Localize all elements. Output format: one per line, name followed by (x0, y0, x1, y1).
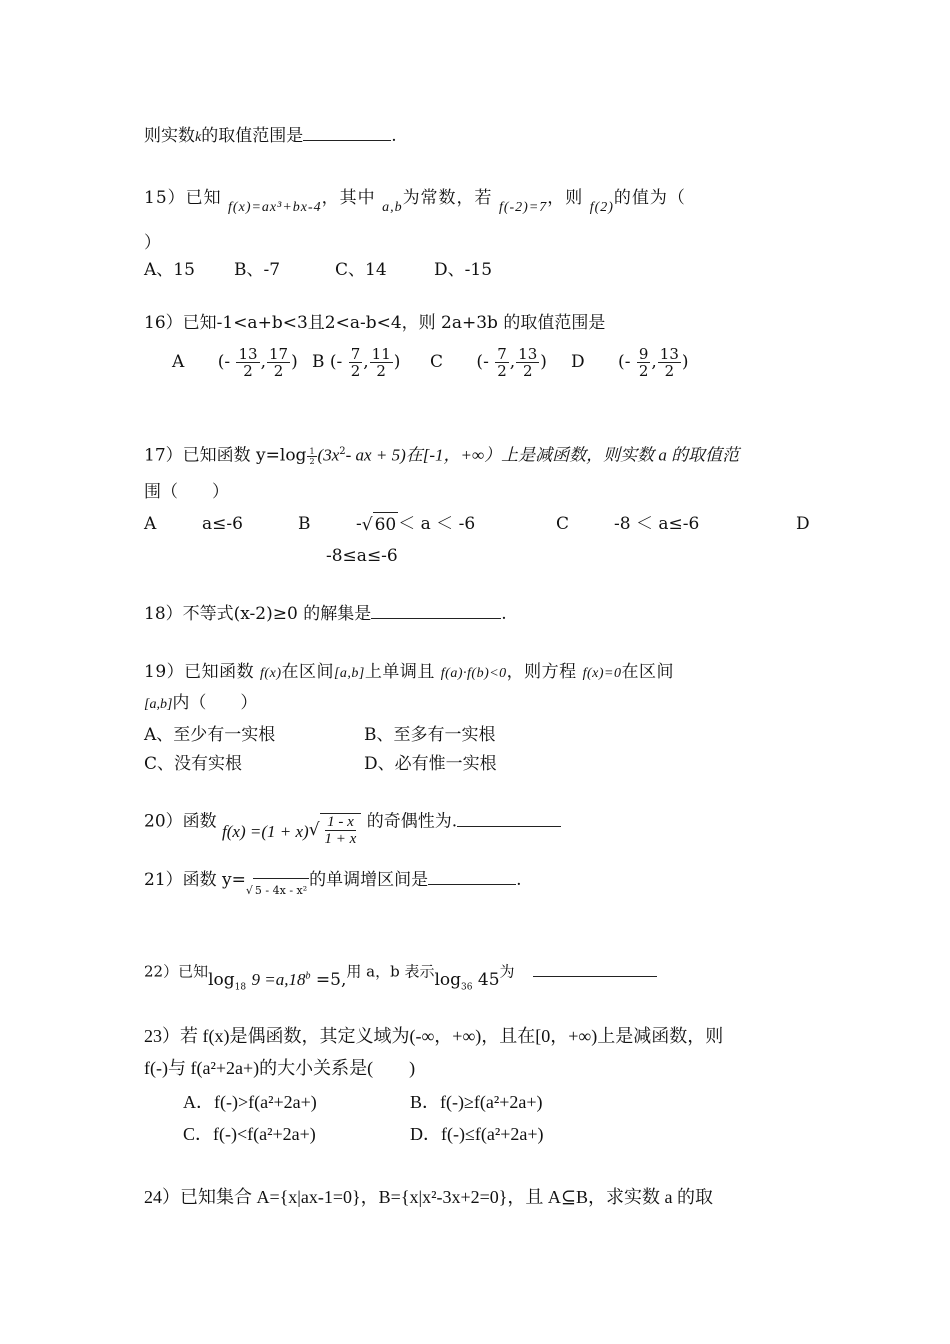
q24-line: 24）已知集合 A={x|ax-1=0}，B={x|x²-3x+2=0}，且 A⊆B，求实数 a 的取 (144, 1187, 713, 1207)
q15-ab: a,b (382, 200, 403, 215)
q16-d-label: D (571, 352, 585, 372)
top-end: . (391, 126, 397, 146)
q23-option-b[interactable]: B．f(-)≥f(a²+2a+) (410, 1092, 543, 1112)
q19-ab: [a,b] (333, 666, 365, 681)
q17-option-d[interactable]: -8≤a≤-6 (326, 546, 398, 566)
q22-log1: 9 =a,18 (251, 969, 306, 989)
q19-fx: f(x) (260, 666, 282, 681)
q19-option-d[interactable]: D、必有惟一实根 (364, 754, 497, 774)
q16-d-frac2: $\frac{13}{2}$ (659, 345, 679, 380)
q19-line1 (144, 660, 674, 686)
q19-cond: f(a)·f(b)<0 (440, 666, 507, 681)
q15-option-a[interactable]: A、15 (144, 260, 195, 280)
answer-blank[interactable] (303, 124, 391, 141)
top-text-before: 则实数 (144, 126, 195, 146)
q17-log-base: $\frac{1}{2}$ (309, 446, 315, 466)
q15-func: f(x)=ax³+bx-4 (228, 200, 322, 215)
q15-tail: 的值为（ (613, 188, 686, 208)
q18-end: . (501, 604, 507, 624)
q17-option-b[interactable]: -√ 60 ＜ a ＜ -6 (356, 514, 476, 535)
q16-b-label: B (312, 352, 325, 372)
q22-a: 22）已知 (144, 962, 209, 981)
q19-c: 上单调且 (364, 662, 435, 682)
q23-line1: 23）若 f(x)是偶函数，其定义域为(-∞，+∞)，且在[0，+∞)上是减函数，则 (144, 1026, 724, 1046)
q23-option-c[interactable]: C．f(-)<f(a²+2a+) (183, 1124, 316, 1144)
q15-mid3: ，则 (547, 188, 584, 208)
q15-option-d[interactable]: D、-15 (434, 260, 493, 280)
q15-mid1: ，其中 (321, 188, 376, 208)
q21-b: 的单调增区间是 (309, 870, 429, 890)
q16-b-frac2: $\frac{11}{2}$ (371, 345, 391, 380)
q16-d-frac1: $\frac{9}{2}$ (638, 345, 649, 380)
q17-line1: 17）已知函数 y=log $\frac{1}{2}$ ($3x^2-$ ax + 5)在[-1，+∞）上是减函数，则实数 a 的取值范 (144, 445, 740, 466)
q20-fx: f(x) =(1 + x) (222, 821, 309, 841)
q20-line (144, 805, 561, 847)
q22-c: 为 (499, 962, 515, 981)
q16-a-frac1: $\frac{13}{2}$ (238, 345, 258, 380)
q17-line1-a: 17）已知函数 y=log (144, 445, 307, 466)
top-text-after: 的取值范围是 (201, 126, 304, 146)
q17-option-a-label: A (144, 514, 157, 534)
q17-option-a[interactable]: a≤-6 (202, 514, 243, 534)
q22-log2: 45 (477, 969, 500, 990)
q19-line2 (144, 691, 257, 717)
q16-c-frac1: $\frac{7}{2}$ (497, 345, 507, 380)
q15-cond: f(-2)=7 (498, 200, 548, 215)
q16-d-minus: - (624, 352, 631, 372)
q19-b: 在区间 (281, 662, 334, 682)
q21-end: . (516, 870, 522, 890)
q17-line1-c: - ax + 5)在[-1，+∞）上是减函数，则实数 a 的取值范 (345, 445, 740, 465)
q15-option-b[interactable]: B、-7 (234, 260, 281, 280)
q21-a: 21）函数 y= (144, 870, 246, 890)
top-line (144, 124, 397, 150)
q19-a: 19）已知函数 (144, 662, 255, 682)
q17-line1-b: (3x (317, 445, 340, 465)
q18-blank[interactable] (371, 602, 501, 619)
top-var: k (195, 130, 202, 145)
q16-a-minus: - (224, 352, 231, 372)
q19-option-b[interactable]: B、至多有一实根 (364, 725, 496, 745)
q18-line (144, 602, 507, 626)
q21-line (144, 868, 522, 897)
q16-option-d[interactable]: D (- $\frac{9}{2}$ , $\frac{13}{2}$ ) (571, 345, 689, 380)
q16-option-b[interactable]: B (- $\frac{7}{2}$ , $\frac{11}{2}$ ) (312, 345, 401, 380)
q15-option-c[interactable]: C、14 (335, 260, 387, 280)
q18-text: 18）不等式(x-2)≥0 的解集是 (144, 604, 372, 624)
q19-line2-text: 内（ ） (172, 693, 258, 713)
q22-line: 22）已知$\log_{18} 9 =a,18^b =5$,用 a，b 表示$\log_{36} 45$为 (144, 956, 657, 991)
q16-b-frac1: $\frac{7}{2}$ (350, 345, 361, 380)
q15-close: ） (144, 233, 161, 253)
q16-c-label: C (430, 352, 444, 372)
q16-c-minus: - (483, 352, 489, 372)
q16-a-frac2: $\frac{17}{2}$ (268, 345, 289, 380)
q15-num: 15）已知 (144, 188, 222, 208)
q19-e: 在区间 (621, 662, 674, 682)
q15-line1 (144, 186, 686, 215)
q19-option-c[interactable]: C、没有实根 (144, 754, 243, 774)
q16-b-minus: - (336, 352, 343, 372)
q21-sqrt-icon: √ 5 - 4x - x² (246, 878, 309, 903)
q20-sqrt-icon: √ $\frac{1 - x}{1 + x}$ (309, 813, 362, 847)
q20-b: 的奇偶性为. (366, 811, 458, 832)
q22-b: 用 a，b 表示 (346, 962, 435, 981)
q17-option-c-label: C (556, 514, 570, 534)
q21-blank[interactable] (428, 868, 516, 885)
q23-option-d[interactable]: D．f(-)≤f(a²+2a+) (410, 1124, 544, 1144)
q19-line2-ab: [a,b] (144, 697, 173, 712)
q19-eq: f(x)=0 (582, 666, 622, 681)
q16-option-c[interactable]: C (- $\frac{7}{2}$ , $\frac{13}{2}$ ) (430, 345, 547, 380)
q16-c-frac2: $\frac{13}{2}$ (518, 345, 538, 380)
q22-blank[interactable] (533, 960, 657, 977)
q19-d: ，则方程 (506, 662, 577, 682)
q17-option-b-label: B (298, 514, 311, 534)
q20-blank[interactable] (457, 810, 561, 827)
q16-option-a[interactable]: A (- $\frac{13}{2}$ , $\frac{17}{2}$ ) (172, 345, 298, 380)
q19-option-a[interactable]: A、至少有一实根 (144, 725, 276, 745)
q20-a: 20）函数 (144, 811, 217, 832)
q23-line2: f(-)与 f(a²+2a+)的大小关系是( ) (144, 1058, 416, 1078)
q16-text: 16）已知-1<a+b<3且2<a-b<4，则 2a+3b 的取值范围是 (144, 313, 606, 333)
q17-option-c[interactable]: -8 ＜ a≤-6 (614, 514, 700, 534)
q15-f2: f(2) (589, 200, 614, 215)
q17-option-d-label: D (796, 514, 810, 534)
q15-mid2: 为常数，若 (402, 188, 493, 208)
sqrt-icon: √ 60 (362, 512, 398, 537)
q16-a-label: A (172, 352, 185, 372)
q23-option-a[interactable]: A．f(-)>f(a²+2a+) (183, 1092, 317, 1112)
q17-line2: 围（ ） (144, 482, 229, 502)
